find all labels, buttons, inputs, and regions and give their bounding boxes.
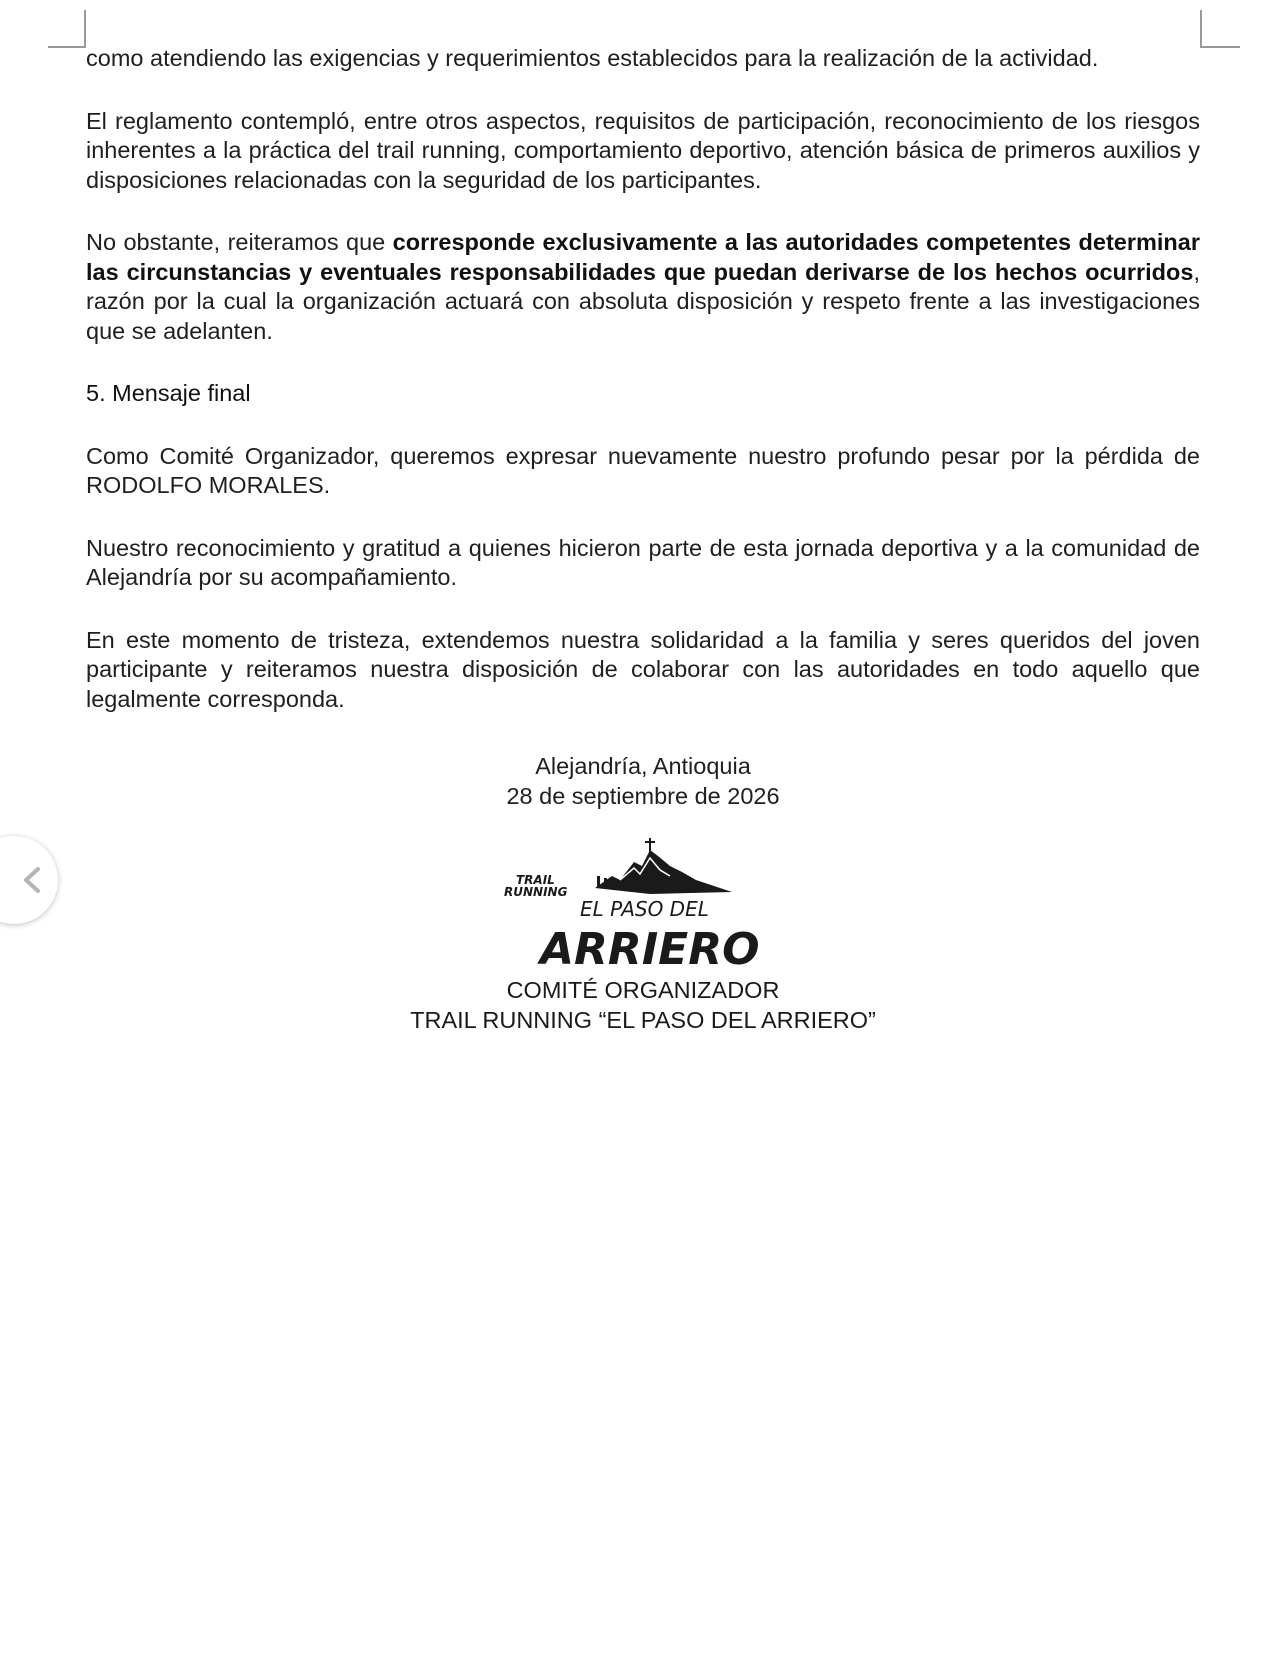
logo-text-trail: TRAIL [516, 873, 555, 887]
previous-page-button[interactable] [0, 836, 58, 924]
logo-text-el-paso-del: EL PASO DEL [580, 897, 709, 921]
crop-mark-top-left [48, 10, 86, 48]
document-body [86, 44, 1200, 714]
mountain-logo-icon [500, 836, 800, 970]
signature-block [0, 975, 1280, 1035]
logo-text-running: RUNNING [504, 885, 568, 899]
place: Alejandría, Antioquia [535, 753, 751, 779]
paragraph [86, 228, 1200, 346]
paragraph-bold-text: corresponde exclusivamente a las autoridades competentes determinar las circunstancias y eventuales responsabilidades que puedan derivarse de los hechos ocurridos [86, 229, 1200, 285]
event-logo [500, 836, 800, 970]
paragraph: El reglamento contempló, entre otros aspectos, requisitos de participación, reconocimiento de los riesgos inherentes a la práctica del trail running, comportamiento deportivo, atención básica de primeros auxilios y disposiciones relacionadas con la seguridad de los participantes. [86, 107, 1200, 193]
closing-block [0, 752, 1280, 811]
chevron-left-icon [8, 855, 58, 905]
deceased-name: RODOLFO MORALES [86, 472, 324, 498]
paragraph: En este momento de tristeza, extendemos nuestra solidaridad a la familia y seres queridos del joven participante y reiteramos nuestra disposición de colaborar con las autoridades en todo aquello que legalmente corresponda. [86, 626, 1200, 712]
paragraph-text: No obstante, reiteramos que [86, 229, 393, 255]
paragraph: como atendiendo las exigencias y requerimientos establecidos para la realización de la actividad. [86, 45, 1099, 71]
paragraph: Nuestro reconocimiento y gratitud a quienes hicieron parte de esta jornada deportiva y a la comunidad de Alejandría por su acompañamiento. [86, 534, 1200, 590]
paragraph [86, 442, 1200, 501]
paragraph-text: , razón por la cual la organización actuará con absoluta disposición y respeto frente a las investigaciones que se adelanten. [86, 258, 1200, 344]
section-heading: 5. Mensaje final [86, 380, 251, 406]
org-line: TRAIL RUNNING “EL PASO DEL ARRIERO” [410, 1007, 876, 1033]
date: 28 de septiembre de 2026 [506, 782, 780, 809]
org-line: COMITÉ ORGANIZADOR [506, 977, 780, 1003]
logo-text-arriero: ARRIERO [540, 924, 760, 970]
paragraph-text: Como Comité Organizador, queremos expresar nuevamente nuestro profundo pesar por la pérdida de [86, 442, 1200, 469]
paragraph-text: . [323, 472, 331, 498]
crop-mark-top-right [1200, 10, 1240, 48]
